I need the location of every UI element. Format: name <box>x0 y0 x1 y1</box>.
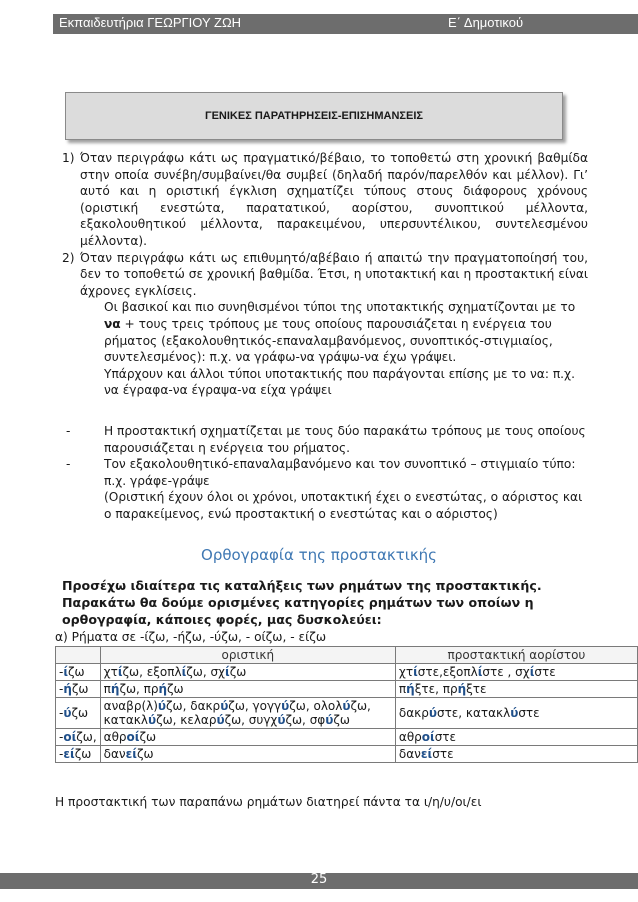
oristiki-cell: δανείζω <box>100 746 395 763</box>
header-cell: οριστική <box>100 647 395 664</box>
item-number: 1) <box>62 151 75 165</box>
suffix-cell: -ύζω <box>56 698 101 729</box>
prostaktiki-cell: δακρύστε, κατακλύστε <box>395 698 637 729</box>
observations <box>62 150 588 522</box>
table-header-row <box>56 647 638 664</box>
oristiki-cell: χτίζω, εξοπλίζω, σχίζω <box>100 664 395 681</box>
section-heading-box <box>65 92 563 140</box>
header-cell: προστακτική αορίστου <box>395 647 637 664</box>
prostaktiki-cell: χτίστε,εξοπλίστε , σχίστε <box>395 664 637 681</box>
header-bar <box>53 14 638 34</box>
page-number: 25 <box>310 872 328 887</box>
list-item: - Τον εξακολουθητικό-επαναλαμβανόμενο και τον συνοπτικό – στιγμιαίο τύπο: π.χ. γράφε-γράψε <box>66 457 576 488</box>
table-row <box>56 698 638 729</box>
prostaktiki-cell: δανείστε <box>395 746 637 763</box>
table-row <box>56 681 638 698</box>
list-item <box>62 150 588 250</box>
verb-table <box>55 646 638 763</box>
prostaktiki-cell: πήξτε, πρήξτε <box>395 681 637 698</box>
suffix-cell: -ίζω <box>56 664 101 681</box>
table-caption: α) Ρήματα σε -ίζω, -ήζω, -ύζω, - οίζω, - είζω <box>55 630 327 644</box>
subjunctive-paragraph: Οι βασικοί και πιο συνηθισμένοι τύποι της υποτακτικής σχηματίζονται με το να + τους τρεις τρόπους με τους οποίους παρουσιάζεται η ενέργεια του ρήματος (εξακολουθητικός-επαναλαμβανόμενος, συνοπτικός-στιγμιαίος, συντελεσμένος): π.χ. να γράφω-να γράψω-να έχω γράψει. <box>104 300 576 365</box>
footer-note: Η προστακτική των παραπάνω ρημάτων διατηρεί πάντα τα ι/η/υ/οι/ει <box>55 795 482 809</box>
header-school: Εκπαιδευτήρια ΓΕΩΡΓΙΟΥ ΖΩΗ <box>59 15 242 30</box>
bullet-note: (Οριστική έχουν όλοι οι χρόνοι, υποτακτική έχει ο ενεστώτας, ο αόριστος και ο παρακείμενος, ενώ προστακτική ο ενεστώτας και ο αόριστος) <box>104 490 583 521</box>
bold-intro: Προσέχω ιδιαίτερα τις καταλήξεις των ρημάτων της προστακτικής. Παρακάτω θα δούμε ορισμένες κατηγορίες ρημάτων των οποίων η ορθογραφία, κάποιες φορές, μας δυσκολεύει: <box>62 578 542 627</box>
spelling-title: Ορθογραφία της προστακτικής <box>201 546 437 564</box>
table-row <box>56 664 638 681</box>
prostaktiki-cell: αθροίστε <box>395 729 637 746</box>
suffix-cell: -είζω <box>56 746 101 763</box>
section-heading: ΓΕΝΙΚΕΣ ΠΑΡΑΤΗΡΗΣΕΙΣ-ΕΠΙΣΗΜΑΝΣΕΙΣ <box>204 110 424 122</box>
table-row <box>56 729 638 746</box>
header-cell <box>56 647 101 664</box>
item-number: 2) <box>62 250 75 265</box>
list-item <box>62 250 588 300</box>
table-row <box>56 746 638 763</box>
subjunctive-paragraph-2: Υπάρχουν και άλλοι τύποι υποτακτικής που παράγονται επίσης με το να: π.χ. να έγραφα-να έγραψα-να είχα γράψει <box>104 366 575 398</box>
item-text: Όταν περιγράφω κάτι ως πραγματικό/βέβαιο, το τοποθετώ στη χρονική βαθμίδα στην οποία συνέβη/συμβαίνει/θα συμβεί (δηλαδή παρόν/παρελθόν και μέλλον). Γι’ αυτό και η οριστική έγκλιση σχηματίζει τύπους στους διάφορους χρόνους (οριστική ενεστώτα, παρατατικού, αορίστου, συνοπτικού μέλλοντα, εξακολουθητικού μέλλοντα, παρακειμένου, υπερσυντέλικου, συντελεσμένου μέλλοντα). <box>80 151 588 248</box>
oristiki-cell: αναβρ(λ)ύζω, δακρύζω, γογγύζω, ολολύζω, κατακλύζω, κελαρύζω, συγχύζω, σφύζω <box>100 698 395 729</box>
oristiki-cell: πήζω, πρήζω <box>100 681 395 698</box>
header-grade: Ε΄ Δημοτικού <box>448 15 524 30</box>
suffix-cell: -ήζω <box>56 681 101 698</box>
item-text: Όταν περιγράφω κάτι ως επιθυμητό/αβέβαιο ή απαιτώ την πραγματοποίησή του, δεν το τοποθετώ σε χρονική βαθμίδα. Έτσι, η υποτακτική και η προστακτική είναι άχρονες εγκλίσεις. <box>80 250 588 298</box>
oristiki-cell: αθροίζω <box>100 729 395 746</box>
bullet-list <box>62 423 588 523</box>
suffix-cell: -οίζω, <box>56 729 101 746</box>
list-item: - Η προστακτική σχηματίζεται με τους δύο παρακάτω τρόπους με τους οποίους παρουσιάζεται η ενέργεια του ρήματος. <box>66 423 586 455</box>
